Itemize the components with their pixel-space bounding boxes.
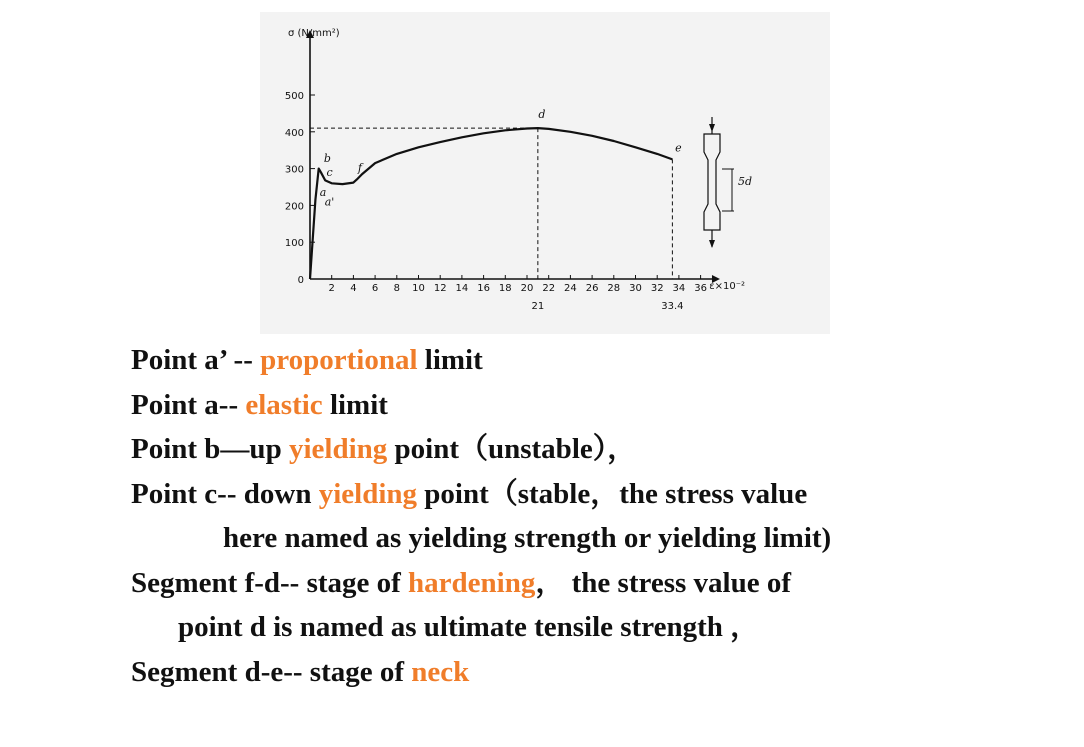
x-tick-label: 30: [629, 283, 642, 294]
x-tick-label: 4: [350, 283, 357, 294]
x-tick-label: 26: [585, 283, 599, 294]
x-tick-label: 2: [328, 283, 335, 294]
point-label-d: d: [538, 108, 546, 122]
note-text: point（unstable），: [387, 433, 637, 465]
x-tick-label: 6: [371, 283, 379, 294]
specimen-outline: [704, 134, 720, 230]
x-tick-label: 12: [433, 283, 447, 294]
note-necking: [131, 650, 1051, 695]
highlight-term: neck: [411, 655, 470, 688]
x-tick-label: 10: [412, 283, 425, 294]
x-tick-label: 14: [455, 283, 469, 294]
note-text: point（stable，the stress value: [417, 477, 808, 510]
point-label-a: a: [319, 186, 327, 200]
note-text: Segment d-e-- stage of: [131, 655, 412, 688]
note-yield-strength: here named as yielding strength or yielding limit): [223, 522, 832, 554]
x-tick-label: 24: [564, 283, 577, 294]
note-text: Point c-- down: [131, 477, 319, 510]
x-extra-label: 33.4: [661, 301, 684, 312]
stress-strain-curve: [310, 128, 672, 279]
x-tick-label: 32: [650, 283, 664, 294]
note-text: limit: [417, 344, 483, 376]
note-elastic-limit: [131, 383, 1051, 428]
specimen-arrowhead-bottom: [709, 240, 715, 248]
note-hardening: [131, 561, 1051, 606]
x-tick-label: 8: [393, 283, 400, 294]
x-axis-title: ε×10⁻²: [709, 281, 746, 292]
highlight-term: yielding: [318, 477, 418, 510]
x-tick-label: 36: [694, 283, 707, 294]
gauge-length-label: 5d: [738, 175, 753, 188]
point-label-aprime: a': [324, 195, 335, 209]
x-extra-label: 21: [531, 301, 545, 312]
note-up-yielding: [131, 427, 1051, 472]
note-ultimate-strength: point d is named as ultimate tensile strength ，: [178, 611, 760, 643]
highlight-term: hardening: [408, 566, 536, 599]
point-label-b: b: [323, 151, 331, 165]
notes-text: [131, 338, 1051, 694]
x-tick-label: 34: [672, 283, 686, 294]
point-label-f: f: [357, 161, 362, 175]
highlight-term: proportional: [260, 344, 418, 376]
x-tick-label: 16: [477, 283, 490, 294]
point-label-c: c: [326, 165, 333, 179]
note-text: ， the stress value of: [535, 566, 791, 599]
chart-svg: [260, 12, 830, 334]
note-text: Segment f-d-- stage of: [131, 566, 409, 599]
x-tick-label: 22: [542, 283, 556, 294]
x-tick-label: 18: [498, 283, 512, 294]
x-tick-label: 28: [607, 283, 621, 294]
highlight-term: elastic: [245, 388, 323, 421]
y-tick-label: 0: [297, 275, 304, 286]
stress-strain-chart: [260, 12, 830, 334]
note-proportional-limit: [131, 338, 1051, 383]
y-tick-label: 200: [284, 201, 304, 213]
y-tick-label: 100: [284, 238, 304, 250]
note-text: Point a--: [131, 388, 246, 421]
y-axis-title: σ (N/mm²): [288, 28, 340, 39]
y-tick-label: 400: [284, 127, 304, 139]
x-tick-label: 20: [520, 283, 534, 294]
point-label-e: e: [675, 141, 682, 155]
y-tick-label: 300: [284, 164, 304, 176]
highlight-term: yielding: [288, 433, 388, 465]
note-text: limit: [322, 388, 388, 421]
specimen-arrowhead-top: [709, 124, 715, 132]
note-text: Point b—up: [131, 433, 289, 465]
note-down-yielding: [131, 472, 1051, 517]
y-tick-label: 500: [284, 91, 304, 102]
note-text: Point a’ --: [131, 344, 261, 376]
